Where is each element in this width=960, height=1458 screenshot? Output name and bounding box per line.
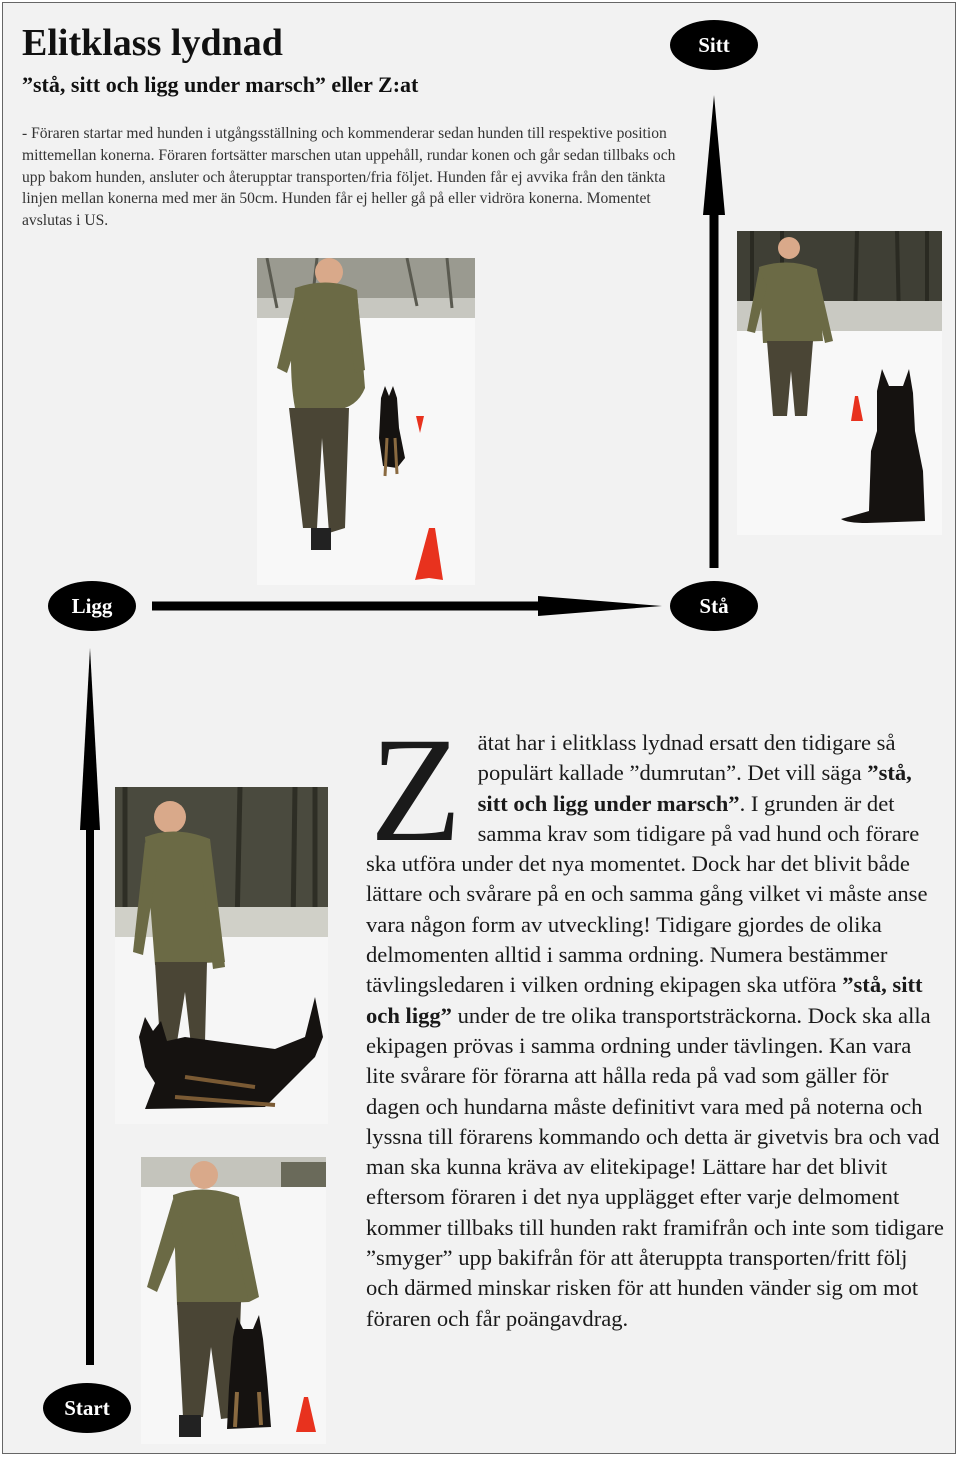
label-ligg: Ligg [48, 581, 136, 631]
handler-walking-dog-lying-photo [115, 787, 328, 1124]
page-title: Elitklass lydnad [22, 22, 283, 64]
arrowhead-sitt [703, 95, 725, 215]
drop-cap: Z [370, 707, 462, 873]
article-bold-1: ”stå, sitt och ligg under marsch” [477, 760, 912, 816]
exercise-description: - Föraren startar med hunden i utgångsställning och kommenderar sedan hunden till respektive position mittemellan konerna. Föraren fortsätter marschen utan uppehåll, rundar konen och går sedan tillbaks och upp bakom hunden, ansluter och återupptar transporten/fria följet. Hunden får ej avvika från den tänkta linjen mellan konerna med mer än 50cm. Hunden får ej heller gå på eller vidröra konerna. Momentet avslutas i US. [22, 125, 676, 230]
label-sitt: Sitt [670, 20, 758, 70]
arrowhead-sta [538, 596, 662, 616]
article-body [366, 707, 944, 1334]
article-text-1: ätat har i elitklass lydnad ersatt den tidigare så populärt kallade ”dumrutan”. Det vill säga [477, 730, 896, 786]
label-start: Start [43, 1383, 131, 1433]
handler-with-dog-start-photo [141, 1157, 326, 1444]
handler-walking-dog-standing-photo [257, 258, 475, 585]
page-subtitle: ”stå, sitt och ligg under marsch” eller Z:at [22, 72, 419, 97]
article-bold-2: ”stå, sitt och ligg” [366, 972, 923, 1028]
label-sta: Stå [670, 581, 758, 631]
article-text-2: . I grunden är det samma krav som tidigare på vad hund och förare ska utföra under det nya momentet. Dock har det blivit både lättare och svårare på en och samma gång vilket vi måste anse vara någon form av utveckling! Tidigare gjordes de olika delmomenten alltid i samma ordning. Numera bestämmer tävlingsledaren i vilken ordning ekipagen ska utföra [366, 790, 928, 998]
article-text-3: under de tre olika transportsträckorna. Dock ska alla ekipagen prövas i samma ordning under tävlingen. Kan vara lite svårare för förarna att hålla reda på vad som gäller för dagen och hundarna måste definitivt vara med på noterna och lyssna till förarens kommando och detta är givetvis bra och vad man ska kunna kräva av elitekipage! Lättare har det blivit eftersom föraren i det nya upplägget efter varje delmoment kommer tillbaks till hunden rakt framifrån och inte som tidigare ”smyger” upp bakifrån för att återuppta transporten/fritt följ och därmed minskar risken för att hunden vänder sig om mot föraren och får poängavdrag. [366, 1002, 944, 1331]
handler-walking-dog-sitting-photo [737, 231, 942, 535]
arrowhead-ligg [80, 648, 100, 830]
